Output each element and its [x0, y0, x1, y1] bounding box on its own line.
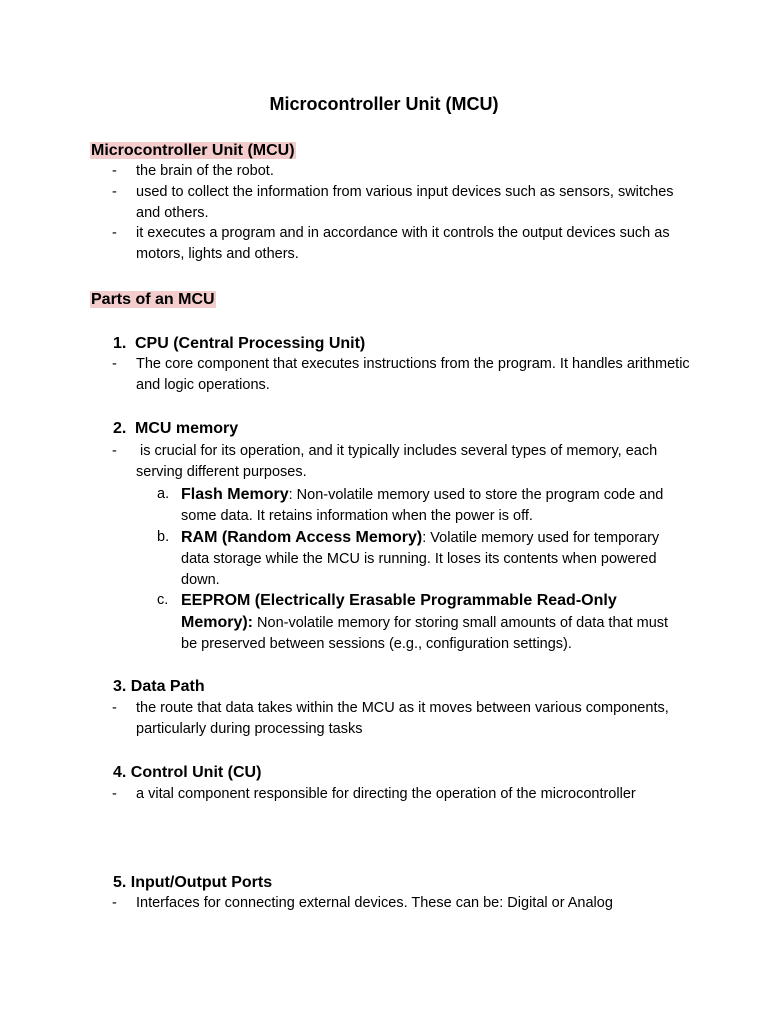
memory-type-sep: :: [422, 530, 431, 546]
intro-heading: [90, 141, 296, 161]
memory-description-text: is crucial for its operation, and it typically includes several types of memory, each serving different purposes.: [136, 443, 662, 480]
data-path-heading: 3. Data Path: [113, 678, 205, 695]
control-unit-description: [112, 784, 712, 805]
intro-bullet: [112, 223, 692, 265]
parts-heading-text: Parts of an MCU: [91, 291, 215, 308]
bullet-dash: -: [112, 786, 117, 802]
io-ports-description: [112, 893, 692, 914]
io-ports-description-text: Interfaces for connecting external devices. These can be: Digital or Analog: [136, 895, 613, 911]
bullet-dash: -: [112, 184, 117, 200]
cpu-title: CPU (Central Processing Unit): [135, 335, 366, 352]
intro-bullet-text: the brain of the robot.: [136, 163, 274, 179]
intro-heading-text: Microcontroller Unit (MCU): [91, 142, 295, 159]
memory-heading: [113, 419, 238, 439]
memory-type-term: Flash Memory: [181, 486, 289, 503]
parts-heading: [90, 290, 216, 310]
memory-type-desc: Volatile memory used for temporary data storage while the MCU is running. It loses its contents when powered down.: [181, 530, 660, 588]
data-path-description: [112, 698, 692, 740]
bullet-dash: -: [112, 895, 117, 911]
control-unit-heading: 4. Control Unit (CU): [113, 764, 262, 781]
memory-type-term: EEPROM (Electrically Erasable Programmable Read-Only Memory):: [181, 592, 617, 631]
memory-type-sep: :: [288, 487, 297, 503]
bullet-dash: -: [112, 700, 117, 716]
memory-type-item: [157, 484, 682, 527]
memory-description: [112, 441, 692, 483]
memory-type-desc: Non-volatile memory used to store the program code and some data. It retains information when the power is off.: [181, 487, 664, 524]
bullet-dash: -: [112, 443, 117, 459]
bullet-dash: -: [112, 225, 117, 241]
document-title: Microcontroller Unit (MCU): [269, 94, 499, 114]
memory-type-letter: c.: [157, 592, 169, 608]
memory-type-letter: a.: [157, 486, 170, 502]
bullet-dash: -: [112, 163, 117, 179]
intro-bullet-text: it executes a program and in accordance with it controls the output devices such as motors, lights and others.: [136, 225, 670, 262]
intro-bullet: [112, 182, 692, 224]
memory-title: MCU memory: [135, 420, 239, 437]
memory-type-letter: b.: [157, 529, 170, 545]
intro-bullet-text: used to collect the information from various input devices such as sensors, switches and others.: [136, 184, 674, 221]
cpu-number: 1.: [113, 335, 127, 352]
memory-number: 2.: [113, 420, 127, 437]
io-ports-heading: 5. Input/Output Ports: [113, 874, 273, 891]
intro-bullet: [112, 161, 692, 182]
cpu-heading: [113, 334, 365, 354]
memory-type-item: [157, 527, 682, 591]
memory-type-desc: Non-volatile memory for storing small amounts of data that must be preserved between sessions (e.g., configuration settings).: [181, 615, 669, 652]
memory-type-item: [157, 590, 682, 655]
cpu-description: [112, 354, 692, 396]
bullet-dash: -: [112, 356, 117, 372]
data-path-description-text: the route that data takes within the MCU as it moves between various components, particularly during processing tasks: [136, 700, 669, 737]
cpu-description-text: The core component that executes instructions from the program. It handles arithmetic and logic operations.: [136, 356, 690, 393]
control-unit-description-text: a vital component responsible for directing the operation of the microcontroller: [136, 786, 636, 802]
memory-type-term: RAM (Random Access Memory): [181, 529, 423, 546]
